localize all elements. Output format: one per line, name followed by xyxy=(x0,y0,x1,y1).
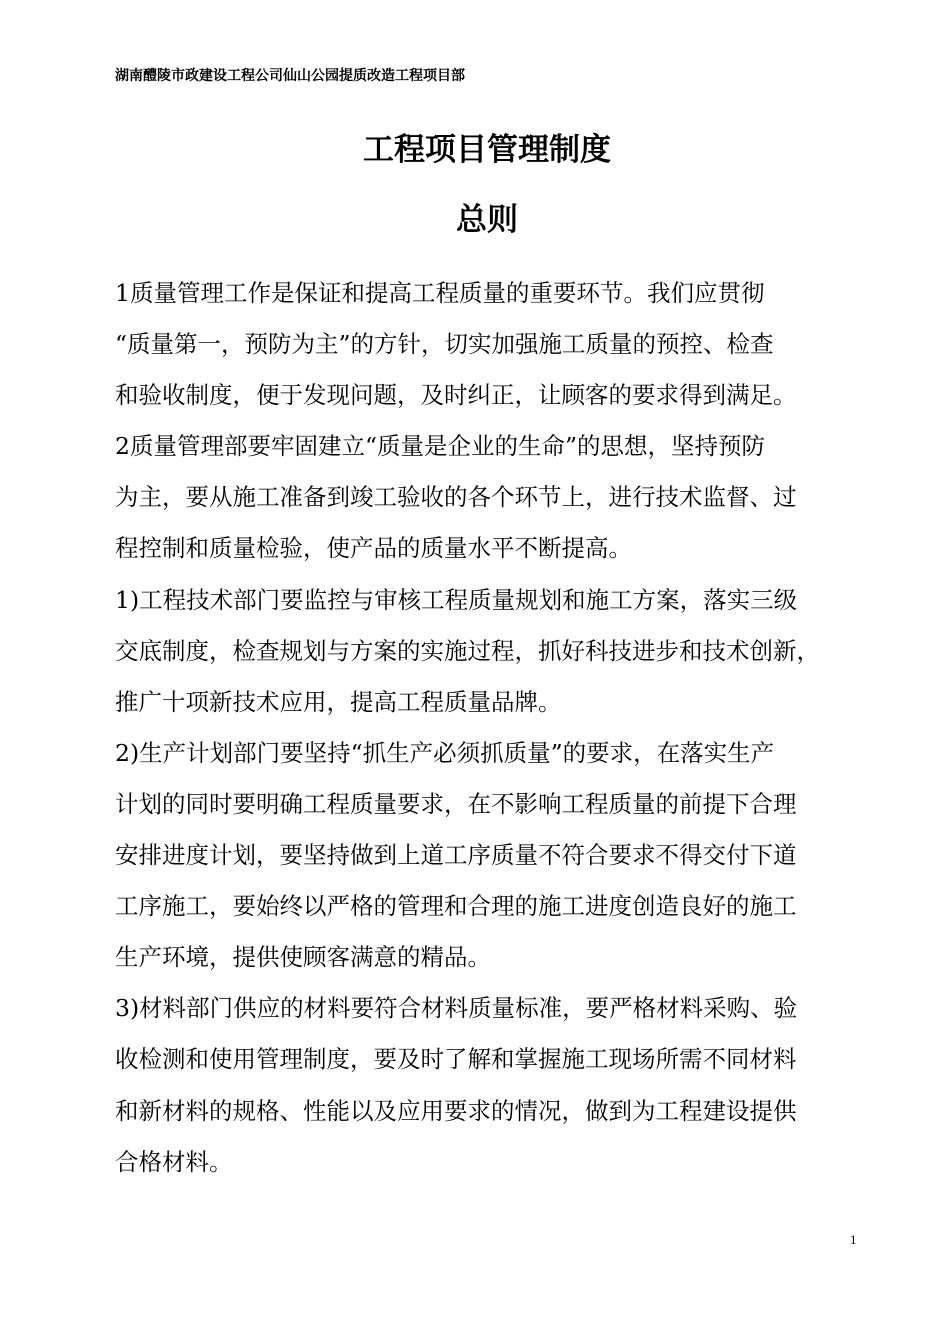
body-line: 和验收制度，便于发现问题，及时纠正，让顾客的要求得到满足。 xyxy=(115,381,797,410)
body-line: 和新材料的规格、性能以及应用要求的情况，做到为工程建设提供 xyxy=(115,1096,797,1125)
document-body xyxy=(115,268,875,1188)
body-line: 1质量管理工作是保证和提高工程质量的重要环节。我们应贯彻 xyxy=(115,279,765,307)
body-line: 2质量管理部要牢固建立“质量是企业的生命”的思想，坚持预防 xyxy=(115,432,765,461)
body-line: 3)材料部门供应的材料要符合材料质量标准，要严格材料采购、验 xyxy=(115,994,798,1023)
body-line: 生产环境，提供使顾客满意的精品。 xyxy=(115,943,491,972)
document-header: 湖南醴陵市政建设工程公司仙山公园提质改造工程项目部 xyxy=(115,68,465,84)
body-line: 安排进度计划，要坚持做到上道工序质量不符合要求不得交付下道 xyxy=(115,841,797,870)
body-line: “质量第一，预防为主”的方针，切实加强施工质量的预控、检查 xyxy=(115,330,774,359)
section-heading: 总则 xyxy=(456,202,518,238)
body-line: 2)生产计划部门要坚持“抓生产必须抓质量”的要求，在落实生产 xyxy=(115,738,775,767)
body-line: 交底制度，检查规划与方案的实施过程，抓好科技进步和技术创新， xyxy=(115,636,820,665)
body-line: 1)工程技术部门要监控与审核工程质量规划和施工方案，落实三级 xyxy=(115,585,798,614)
page-number: 1 xyxy=(850,1232,857,1247)
body-line: 推广十项新技术应用，提高工程质量品牌。 xyxy=(115,687,562,716)
body-line: 程控制和质量检验，使产品的质量水平不断提高。 xyxy=(115,534,632,563)
body-line: 工序施工，要始终以严格的管理和合理的施工进度创造良好的施工 xyxy=(115,892,797,921)
body-line: 收检测和使用管理制度，要及时了解和掌握施工现场所需不同材料 xyxy=(115,1045,797,1074)
body-line: 合格材料。 xyxy=(115,1147,233,1176)
document-title: 工程项目管理制度 xyxy=(363,132,611,168)
body-line: 计划的同时要明确工程质量要求，在不影响工程质量的前提下合理 xyxy=(115,789,797,818)
body-line: 为主，要从施工准备到竣工验收的各个环节上，进行技术监督、过 xyxy=(115,483,797,512)
